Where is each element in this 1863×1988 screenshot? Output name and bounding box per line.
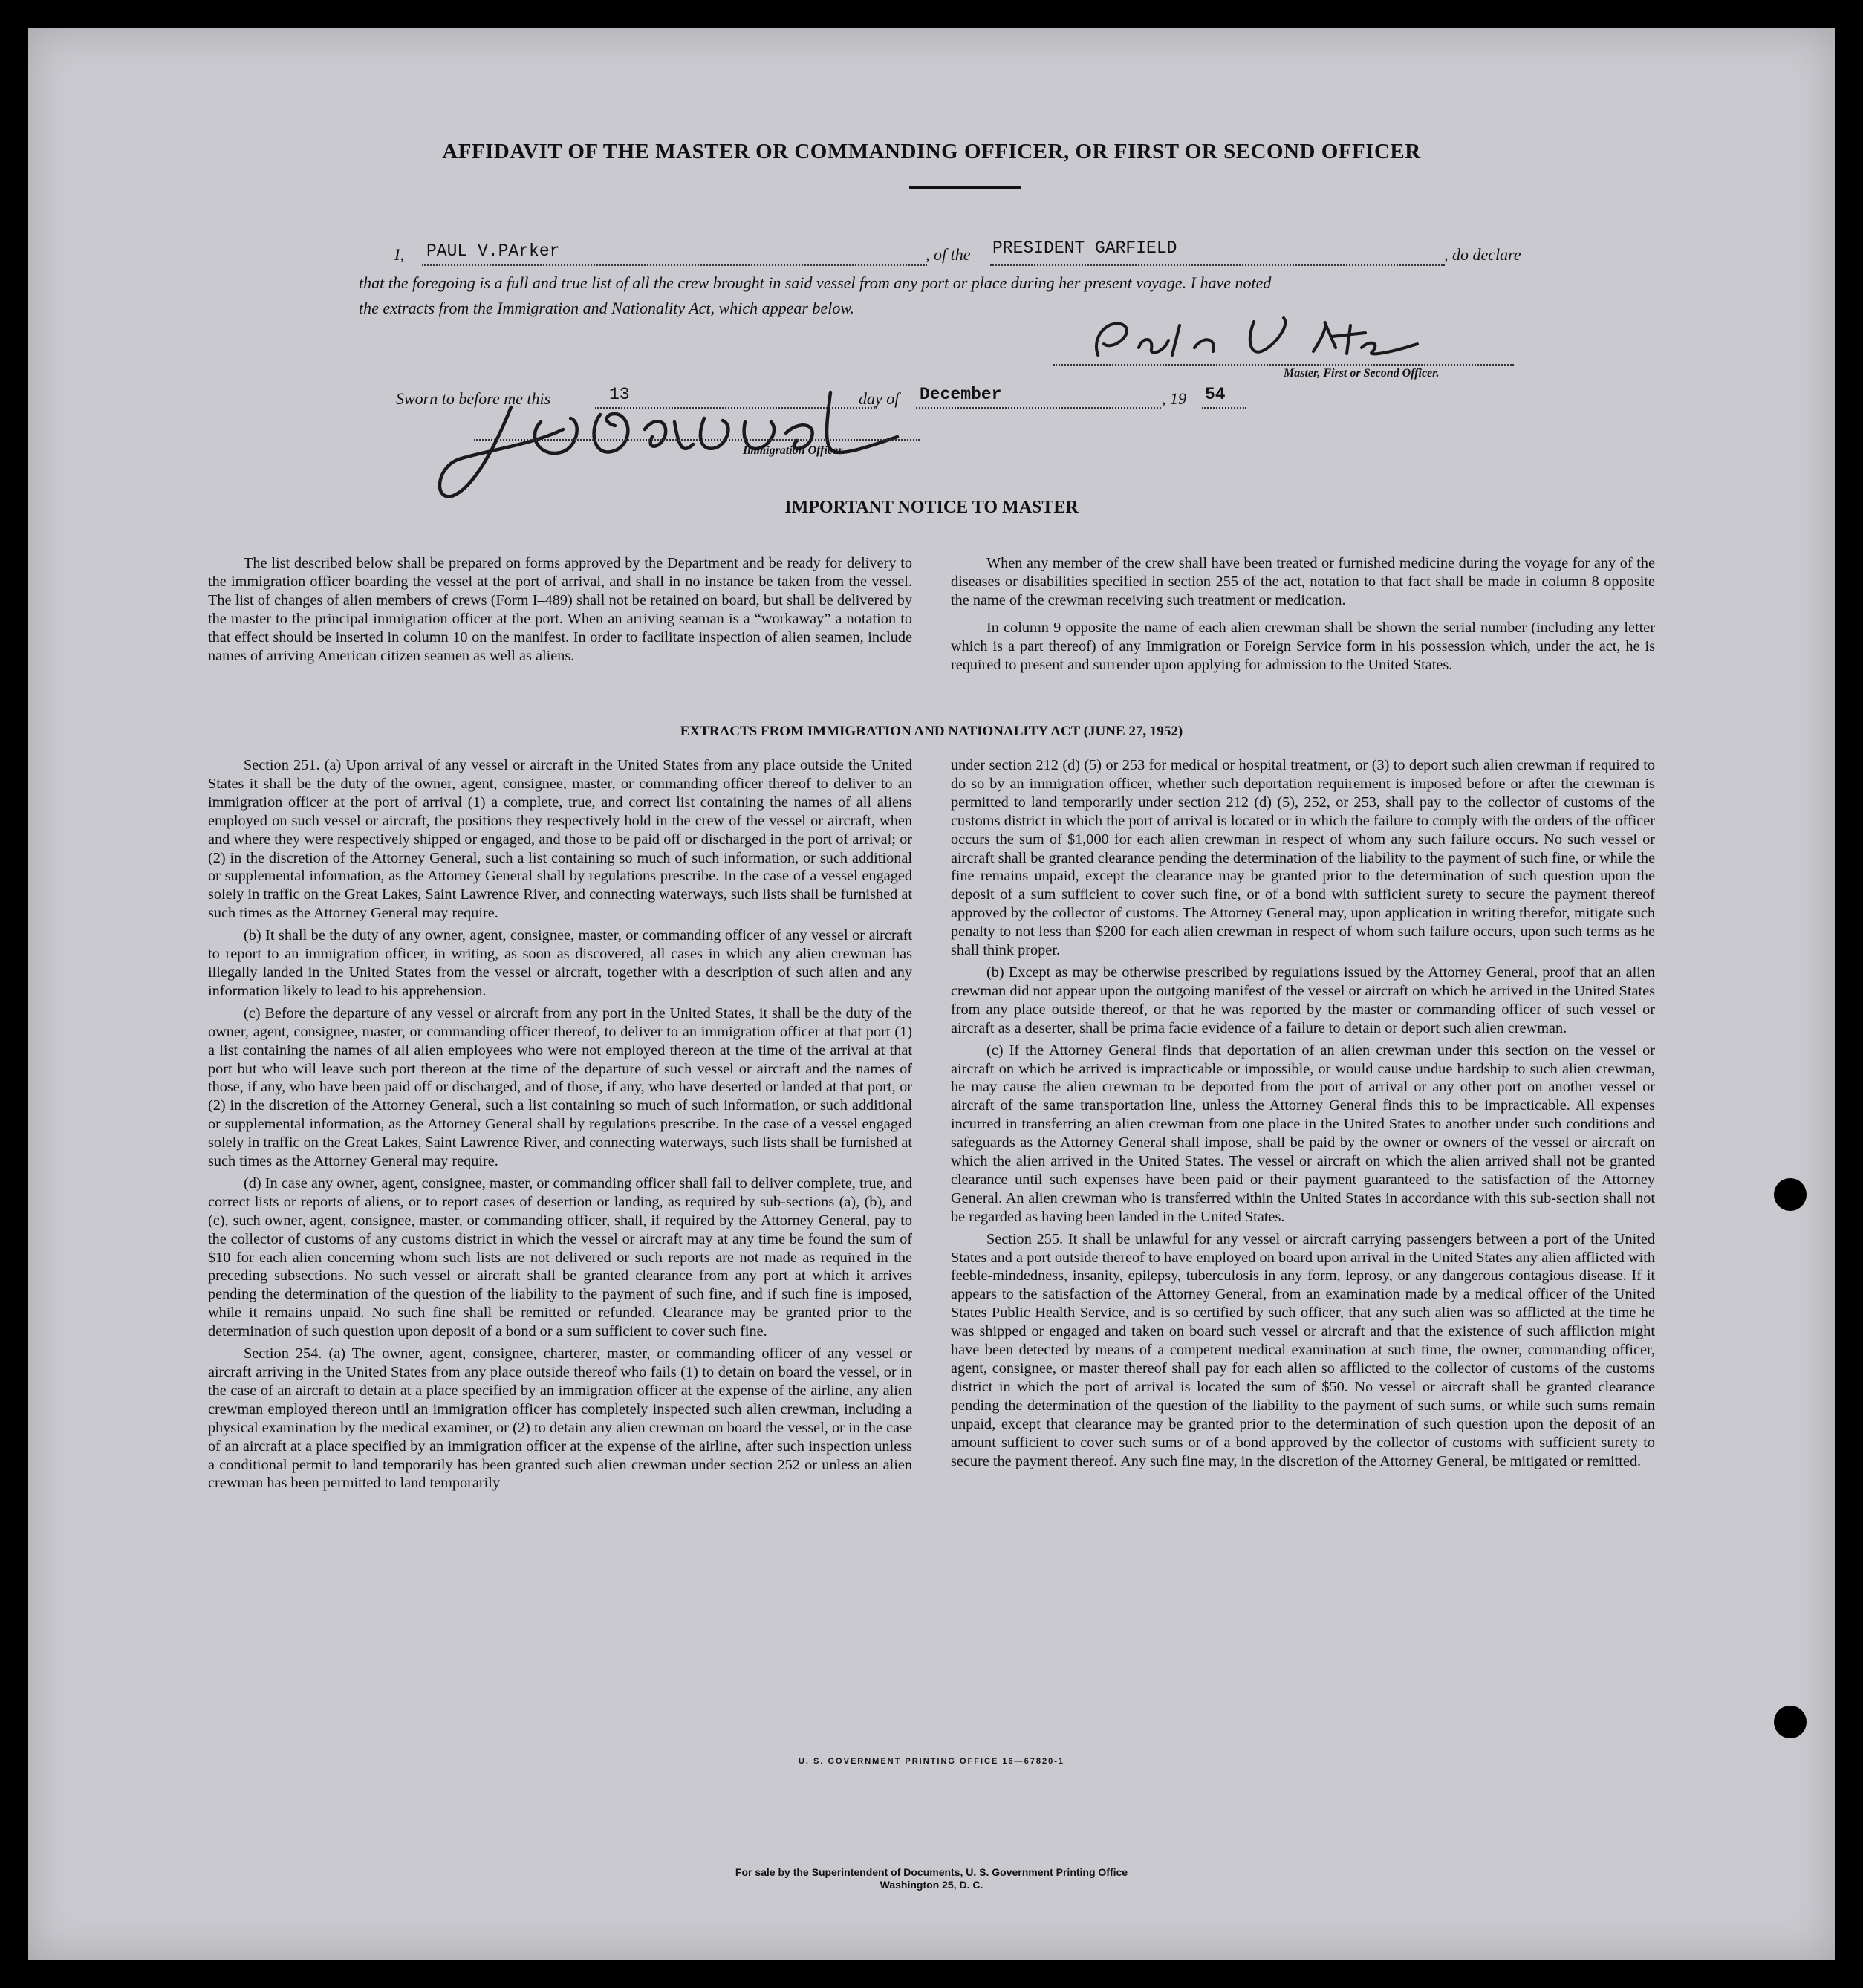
notice-heading: IMPORTANT NOTICE TO MASTER xyxy=(784,498,1079,517)
extracts-heading: EXTRACTS FROM IMMIGRATION AND NATIONALITY ACT (JUNE 27, 1952) xyxy=(680,724,1183,739)
declaration-line-2: that the foregoing is a full and true list of all the crew brought in said vessel from any port or place during her present voyage. I have noted xyxy=(359,273,1272,292)
extract-paragraph: (d) In case any owner, agent, consignee, master, or commanding officer shall fail to deliver complete, true, and correct lists or reports of aliens, or to report cases of desertion or landing, as required by sub-sections (a), (b), and (c), such owner, agent, consignee, master, or commanding officer, shall, if required by the Attorney General, pay to the collector of customs of any customs district in which the vessel or aircraft may at any time be found the sum of $10 for each alien concerning whom such lists are not delivered or such reports are not made as required in the preceding subsections. No such vessel or aircraft shall be granted clearance from any port at which it arrives pending the determination of the question of the liability to the payment of such fine, and if such fine is imposed, while it remains unpaid. No such fine shall be remitted or refunded. Clearance may be granted prior to the determination of such question upon deposit of a bond or a sum sufficient to cover such fine. xyxy=(208,1175,912,1340)
extracts-right-column xyxy=(951,756,1655,1474)
notice-right-column xyxy=(951,554,1655,678)
page-title: AFFIDAVIT OF THE MASTER OR COMMANDING OFFICER, OR FIRST OR SECOND OFFICER xyxy=(442,140,1421,163)
master-signature-line xyxy=(1053,364,1514,366)
year-line xyxy=(1202,407,1246,409)
sale-notice xyxy=(28,1866,1835,1891)
punch-hole-lower xyxy=(1774,1706,1807,1738)
notice-left-column xyxy=(208,554,912,669)
officer-name-field: PAUL V.PArker xyxy=(426,241,560,261)
sworn-year-field: 54 xyxy=(1205,385,1226,404)
day-of-label: day of xyxy=(859,389,900,408)
month-line xyxy=(916,407,1161,409)
vessel-name-line xyxy=(990,264,1445,266)
master-caption: Master, First or Second Officer. xyxy=(1284,367,1440,380)
title-divider xyxy=(909,186,1021,189)
year-prefix-label: , 19 xyxy=(1162,389,1186,408)
declaration-line-3: the extracts from the Immigration and Nationality Act, which appear below. xyxy=(359,299,854,317)
of-the-label: , of the xyxy=(926,245,971,264)
immigration-caption: Immigration Officer. xyxy=(743,444,845,457)
printing-office-line: U. S. GOVERNMENT PRINTING OFFICE 16—67820-1 xyxy=(798,1757,1064,1766)
immigration-signature-line xyxy=(474,439,920,441)
extract-paragraph: (b) It shall be the duty of any owner, agent, consignee, master, or commanding officer of any vessel or aircraft to report to an immigration officer, in writing, as soon as discovered, all cases in which any alien crewman has illegally landed in the United States from the vessel or aircraft, together with a description of such alien and any information likely to lead to his apprehension. xyxy=(208,927,912,999)
extract-paragraph: (b) Except as may be otherwise prescribed by regulations issued by the Attorney General, proof that an alien crewman did not appear upon the outgoing manifest of the vessel or aircraft on which he arrived in the United States from any place outside thereof, or that he was reported by the master or commanding officer of such vessel or aircraft as a deserter, shall be prima facie evidence of a failure to detain or deport such alien crewman. xyxy=(951,964,1655,1036)
sworn-label: Sworn to before me this xyxy=(396,389,551,408)
extracts-left-column xyxy=(208,756,912,1496)
master-signature-icon xyxy=(1068,311,1440,370)
do-declare-label: , do declare xyxy=(1444,245,1521,264)
declaration-prefix: I, xyxy=(394,245,404,264)
sale-line-1: For sale by the Superintendent of Documents, U. S. Government Printing Office xyxy=(735,1866,1128,1878)
extract-paragraph: under section 212 (d) (5) or 253 for medical or hospital treatment, or (3) to deport such alien crewman if required to do so by an immigration officer, whether such deportation requirement is imposed before or after the crewman is permitted to land temporarily under section 212 (d) (5), 252, or 253, shall pay to the collector of customs of the customs district in which the port of arrival is located or in which the failure to comply with the orders of the officer occurs the sum of $1,000 for each alien crewman in respect of whom any such failure occurs. No such vessel or aircraft shall be granted clearance pending the determination of the liability to the payment of such fine, or while the fine remains unpaid, except the clearance may be granted prior to the determination of such question upon the deposit of a sum sufficient to cover such fine, or of a bond with sufficient surety to secure the payment thereof approved by the collector of customs. The Attorney General may, upon application in writing therefor, mitigate such penalty to not less than $200 for each alien crewman in respect of whom such failure occurs, upon such terms as he shall think proper. xyxy=(951,757,1655,959)
extract-paragraph: (c) If the Attorney General finds that deportation of an alien crewman under this section on the vessel or aircraft on which he arrived is impracticable or impossible, or would cause undue hardship to such alien crewman, he may cause the alien crewman to be deported from the port of arrival or any other port on another vessel or aircraft of the same transportation line, unless the Attorney General finds this to be impracticable. All expenses incurred in transferring an alien crewman from one place in the United States to another under such conditions and safeguards as the Attorney General shall impose, shall be paid by the owner or owners of the vessel or aircraft on which the alien arrived in the United States. The vessel or aircraft on which the alien arrived shall not be granted clearance until such expenses have been paid or their payment guaranteed to the satisfaction of the Attorney General. An alien crewman who is transferred within the United States in accordance with this sub-section shall not be regarded as having been landed in the United States. xyxy=(951,1042,1655,1225)
immigration-signature-icon xyxy=(429,377,905,504)
notice-right-paragraph: In column 9 opposite the name of each alien crewman shall be shown the serial number (including any letter which is a part thereof) of any Immigration or Foreign Service form in his possession which, under the act, he is required to present and surrender upon applying for admission to the United States. xyxy=(951,619,1655,673)
notice-right-paragraph: When any member of the crew shall have been treated or furnished medicine during the voyage for any of the diseases or disabilities specified in section 255 of the act, notation to that fact shall be made in column 8 opposite the name of the crewman receiving such treatment or medication. xyxy=(951,555,1655,608)
sworn-month-field: December xyxy=(920,385,1002,404)
sworn-day-field: 13 xyxy=(609,385,630,404)
extract-paragraph: Section 254. (a) The owner, agent, consignee, charterer, master, or commanding officer of any vessel or aircraft arriving in the United States from any place outside thereof who fails (1) to detain on board the vessel, or in the case of an aircraft to detain at a place specified by an immigration officer at the expense of the airline, any alien crewman employed thereon until an immigration officer has completely inspected such alien crewman, including a physical examination by the medical examiner, or (2) to detain any alien crewman on board the vessel, or in the case of an aircraft at a place specified by an immigration officer at the expense of the airline, after such inspection unless a conditional permit to land temporarily has been granted such alien crewman under section 252 or unless an alien crewman has been permitted to land temporarily xyxy=(208,1345,912,1492)
extract-paragraph: Section 255. It shall be unlawful for any vessel or aircraft carrying passengers between a port of the United States and a port outside thereof to have employed on board upon arrival in the United States any alien afflicted with feeble-mindedness, insanity, epilepsy, tuberculosis in any form, leprosy, or any dangerous contagious disease. If it appears to the satisfaction of the Attorney General, from an examination made by a medical officer of the United States Public Health Service, and is so certified by such officer, that any such alien was so afflicted at the time he was shipped or engaged and taken on board such vessel or aircraft and that the existence of such affliction might have been detected by means of a competent medical examination at such time, the owner, commanding officer, agent, consignee, or master thereof shall pay for each alien so afflicted to the collector of customs of the customs district in which the port of arrival is located the sum of $50. No vessel or aircraft shall be granted clearance pending the determination of the question of the liability to the payment of such sums, or while such sums remain unpaid, except that clearance may be granted prior to the determination of such question upon the deposit of an amount sufficient to cover such sums or of a bond approved by the collector of customs with sufficient surety to secure the payment thereof. Any such fine may, in the discretion of the Attorney General, be mitigated or remitted. xyxy=(951,1230,1655,1469)
vessel-name-field: PRESIDENT GARFIELD xyxy=(992,238,1177,258)
extract-paragraph: (c) Before the departure of any vessel or aircraft from any port in the United States, it shall be the duty of the owner, agent, consignee, master, or commanding officer thereof, to deliver to an immigration officer at that port (1) a list containing the names of all alien employees who were not employed thereon at the time of the arrival at that port but who will leave such port thereon at the time of the departure of such vessel or aircraft and the names of those, if any, who have been paid off or discharged, and of those, if any, who have deserted or landed at that port, or (2) in the discretion of the Attorney General, such a list containing so much of such information, or such additional or supplemental information, as the Attorney General shall by regulations prescribe. In the case of a vessel engaged solely in traffic on the Great Lakes, Saint Lawrence River, and connecting waterways, such lists shall be furnished at such times as the Attorney General may require. xyxy=(208,1004,912,1170)
sale-line-2: Washington 25, D. C. xyxy=(880,1879,983,1891)
extract-paragraph: Section 251. (a) Upon arrival of any vessel or aircraft in the United States from any place outside the United States it shall be the duty of the owner, agent, consignee, master, or commanding officer thereof to deliver to an immigration officer at the port of arrival (1) a complete, true, and correct list containing the names of all aliens employed on such vessel or aircraft, the positions they respectively hold in the crew of the vessel or aircraft, when and where they were respectively shipped or engaged, and those to be paid off or discharged in the port of arrival; or (2) in the discretion of the Attorney General, such a list containing so much of such information, or such additional or supplemental information, as the Attorney General shall by regulations prescribe. In the case of a vessel engaged solely in traffic on the Great Lakes, Saint Lawrence River, and connecting waterways, such lists shall be furnished at such times as the Attorney General may require. xyxy=(208,757,912,922)
document-page xyxy=(28,28,1835,1960)
notice-left-paragraph: The list described below shall be prepared on forms approved by the Department and be ready for delivery to the immigration officer boarding the vessel at the port of arrival, and shall in no instance be taken from the vessel. The list of changes of alien members of crews (Form I–489) shall not be retained on board, but shall be delivered by the master to the principal immigration officer at the port. When an arriving seaman is a “workaway” a notation to that effect should be inserted in column 10 on the manifest. In order to facilitate inspection of alien seamen, include names of arriving American citizen seamen as well as aliens. xyxy=(208,555,912,664)
officer-name-line xyxy=(422,264,927,266)
punch-hole-upper xyxy=(1774,1178,1807,1211)
